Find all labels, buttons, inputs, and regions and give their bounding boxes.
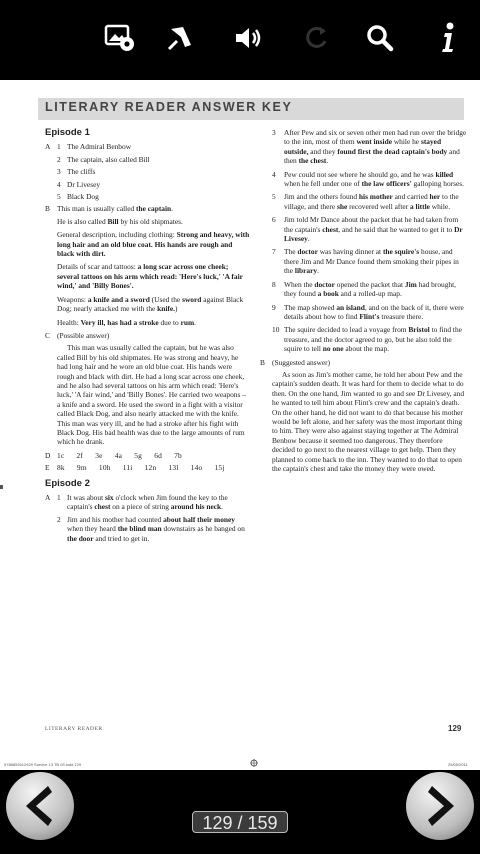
list-item: A 1 The Admiral Benbow (45, 142, 132, 152)
list-item: 3 The cliffs (57, 167, 96, 177)
list-item: 8 When the doctor opened the packet that Jim had brought, they found a book and a rolled-up map. (272, 279, 457, 299)
page-title: LITERARY READER ANSWER KEY (45, 100, 293, 114)
list-item: A 1 It was about six o'clock when Jim found the key to the captain's chest on a piece of string around his neck. (45, 493, 228, 512)
list-item: 6 Jim told Mr Dance about the packet that he had taken from the captain's chest, and he said that he wanted to get it to Dr Livesey. (272, 215, 463, 244)
bookmark-icon[interactable] (160, 18, 200, 58)
rotate-icon[interactable] (296, 18, 336, 58)
episode-heading: Episode 1 (45, 127, 90, 138)
list-item: B (Suggested answer) (260, 357, 331, 367)
page-number: 129 (448, 724, 462, 733)
prev-page-button[interactable] (4, 770, 76, 842)
list-item: 4 Dr Livesey (57, 179, 101, 189)
search-icon[interactable] (360, 18, 400, 58)
list-item: 10 The squire decided to lead a voyage from Bristol to find the treasure, and the doctor agreed to go, but he also told the squire to tell no one about the map. (272, 325, 462, 354)
footer-label: LITERARY READER (45, 726, 103, 732)
list-item: 4 Pew could not see where he should go, and he was killed when he fell under one of the law officers' galloping horses. (272, 169, 465, 189)
list-item: 9 The map showed an island, and on the back of it, there were details about how to find Flint's treasure there. (272, 302, 464, 321)
print-slug: 9788853012929 Survive 13 TB 03.indd 129 (4, 762, 82, 767)
page-counter: 129 / 159 (192, 811, 288, 833)
text-paragraph: This man was usually called the captain, but he was also called Bill by his old shipmates. He was strong and heavy, he had long hair and he wore an old blue coat. His hands were rough and black with dirt. He had a long scar across one cheek, and he also had several tattoos on his arm which read: 'Here's luck,' 'A fair wind,' and 'Billy Bones'. He carried two weapons – a knife and a sword. He used the sword in a fight with a visitor called Black Dog, and also nearly attacked me with the knife. This man was very ill, and he had a stroke after his fight with Black Dog. His bad health was due to the large amounts of rum which he drank. (57, 343, 246, 447)
text-paragraph: Health: Very ill, has had a stroke due to rum. (57, 317, 197, 327)
registration-mark-icon (250, 759, 258, 767)
list-item: 2 Jim and his mother had counted about half their money when they heard the blind man downstairs as he banged on the door and tried to get in. (57, 514, 245, 543)
list-item: C (Possible answer) (45, 330, 110, 340)
text-paragraph: He is also called Bill by his old shipmates. (57, 216, 183, 226)
text-paragraph: Details of scar and tattoos: a long scar across one cheek; several tattoos on his arm which read: 'Here's luck,' 'A fair wind,' and 'Billy Bones'. (57, 262, 243, 291)
list-item: 5 Black Dog (57, 192, 99, 202)
text-paragraph: As soon as Jim's mother came, he told her about Pew and the captain's sudden death. It was hard for them to decide what to do then. On the one hand, Jim wanted to go and see Dr Livesey, and he wanted to tell him about Flint's crew and the captain's death. On the other hand, he did not want to do that because his mother would be left alone, and her safety was the most important thing to him. They were also against staying together at The Admiral Benbow because it seemed too dangerous. They therefore decided to go next to the nearest village to get help. Then they planned to come back to the inn. They wanted to do that to open the captain's chest and take the money they were owed. (272, 369, 465, 473)
document-page[interactable] (0, 80, 480, 770)
list-item: 3 After Pew and six or seven other men had run over the bridge to the inn, most of them went inside while he stayed outside, and they found first the dead captain's body and then the chest. (272, 128, 467, 166)
right-column (260, 128, 467, 477)
settings-page-icon[interactable] (100, 18, 140, 58)
volume-icon[interactable] (228, 18, 268, 58)
info-icon[interactable] (428, 18, 468, 58)
next-page-button[interactable] (404, 770, 476, 842)
print-date: 25/05/2011 (448, 762, 468, 767)
top-toolbar (0, 0, 480, 80)
list-item: E 8k 9m 10h 11i 12n 13l 14o 15j (45, 463, 225, 473)
list-item: 2 The captain, also called Bill (57, 154, 150, 164)
list-item: 5 Jim and the others found his mother and carried her to the village, and there she recovered well after a little while. (272, 192, 459, 211)
text-paragraph: Weapons: a knife and a sword (Used the sword against Black Dog; nearly attacked me with the knife.) (57, 294, 244, 314)
scroll-indicator (0, 485, 3, 489)
list-item: B This man is usually called the captain. (45, 204, 173, 214)
left-column (45, 128, 250, 546)
text-paragraph: General description, including clothing: Strong and heavy, with long hair and an old blue coat. His hands are rough and black with dirt. (57, 230, 250, 259)
list-item: D 1c 2f 3e 4a 5g 6d 7b (45, 450, 182, 460)
list-item: 7 The doctor was having dinner at the squire's house, and there Jim and Mr Dance found them smoking their pipes in the library. (272, 247, 459, 276)
episode-heading: Episode 2 (45, 477, 90, 489)
